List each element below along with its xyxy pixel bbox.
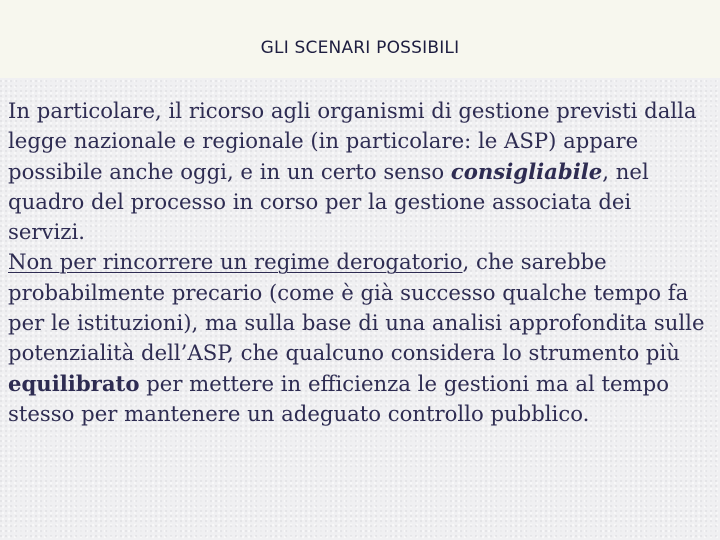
- paragraph-closing-text: per mettere in efficienza le gestioni ma al tempo stesso per mantenere un adeguato controllo pubblico.: [8, 370, 669, 426]
- emphasized-word: consigliabile: [450, 158, 603, 184]
- paragraph-middle-text: , che sarebbe probabilmente precario (come è già successo qualche tempo fa per le istituzioni), ma sulla base di una analisi approfondita sulle potenzialità dell’ASP, che qualcuno considera lo strumento più: [8, 249, 705, 366]
- bold-word: equilibrato: [8, 370, 140, 396]
- slide-title: GLI SCENARI POSSIBILI: [260, 38, 460, 58]
- paragraph-scenario-asp: [8, 96, 714, 247]
- paragraph-tail-text: , nel quadro del processo in corso per la gestione associata dei servizi.: [8, 158, 649, 245]
- underlined-phrase: Non per rincorrere un regime derogatorio: [8, 249, 463, 275]
- slide-body: [8, 96, 714, 429]
- paragraph-rationale: [8, 247, 714, 429]
- paragraph-lead-text: In particolare, il ricorso agli organismi di gestione previsti dalla legge nazionale e regionale (in particolare: le ASP) appare possibile anche oggi, e in un certo senso: [8, 98, 697, 184]
- title-band: [0, 0, 720, 78]
